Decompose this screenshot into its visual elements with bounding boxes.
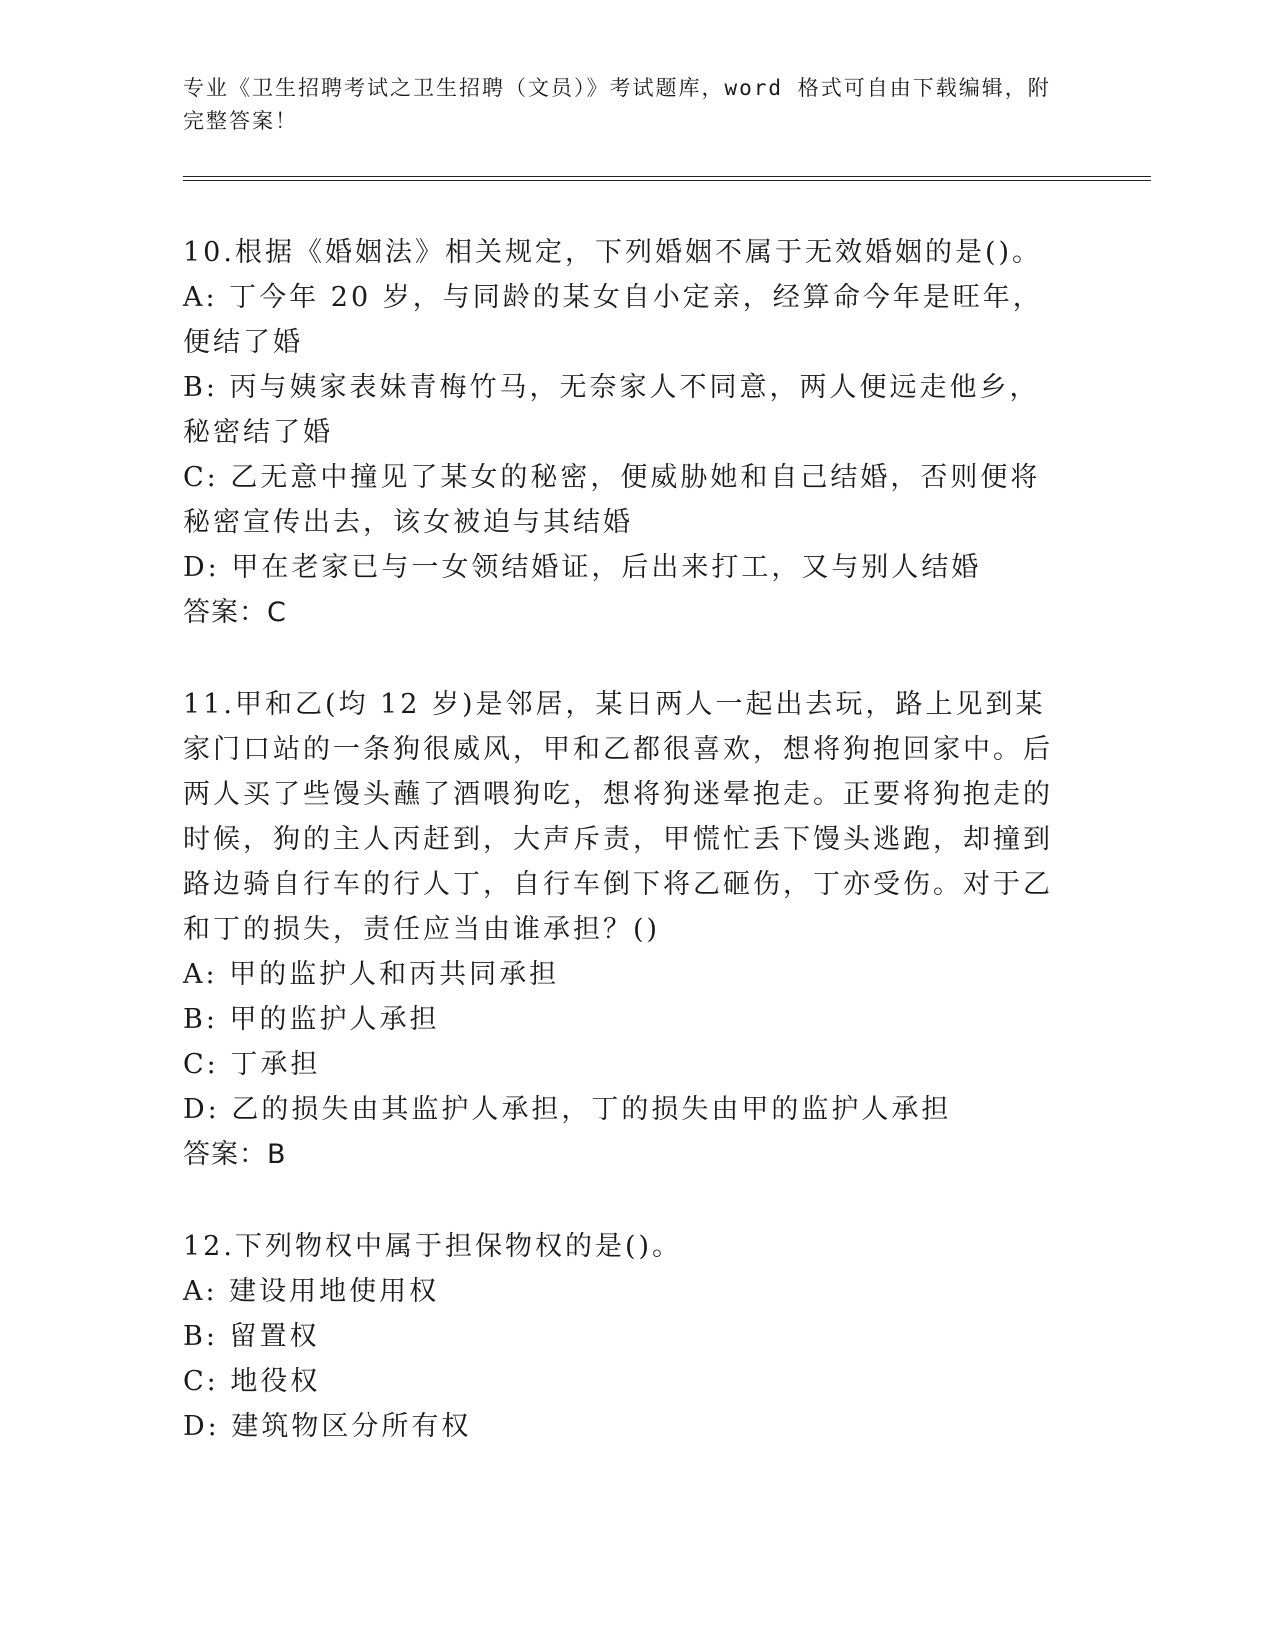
option-d: D: 乙的损失由其监护人承担，丁的损失由甲的监护人承担 <box>183 1094 952 1125</box>
answer-line: 答案：C <box>183 597 287 628</box>
option-d: D: 甲在老家已与一女领结婚证，后出来打工，又与别人结婚 <box>183 552 982 583</box>
question-list <box>183 230 1063 1495</box>
question-stem: 10.根据《婚姻法》相关规定，下列婚姻不属于无效婚姻的是()。 <box>183 237 1043 268</box>
option-a: A: 建设用地使用权 <box>183 1276 440 1307</box>
question-10 <box>183 230 1063 636</box>
option-c: C: 丁承担 <box>183 1049 321 1080</box>
header-divider <box>183 176 1151 181</box>
question-12 <box>183 1224 1063 1449</box>
option-c: C: 地役权 <box>183 1366 321 1397</box>
option-b: B: 丙与姨家表妹青梅竹马，无奈家人不同意，两人便远走他乡，秘密结了婚 <box>183 372 1040 448</box>
option-c: C: 乙无意中撞见了某女的秘密，便威胁她和自己结婚，否则便将秘密宣传出去，该女被迫与其结婚 <box>183 462 1041 538</box>
document-header: 专业《卫生招聘考试之卫生招聘（文员）》考试题库，word 格式可自由下载编辑，附完整答案！ <box>183 76 1051 133</box>
option-b: B: 留置权 <box>183 1321 320 1352</box>
option-a: A: 丁今年 20 岁，与同龄的某女自小定亲，经算命今年是旺年，便结了婚 <box>183 282 1043 358</box>
question-11 <box>183 682 1063 1178</box>
option-a: A: 甲的监护人和丙共同承担 <box>183 959 560 990</box>
question-stem: 11.甲和乙(均 12 岁)是邻居，某日两人一起出去玩，路上见到某家门口站的一条狗很威风，甲和乙都很喜欢，想将狗抱回家中。后两人买了些馒头蘸了酒喂狗吃，想将狗迷晕抱走。正要将狗抱走的时候，狗的主人丙赶到，大声斥责，甲慌忙丢下馒头逃跑，却撞到路边骑自行车的行人丁，自行车倒下将乙砸伤，丁亦受伤。对于乙和丁的损失，责任应当由谁承担？() <box>183 689 1053 945</box>
option-b: B: 甲的监护人承担 <box>183 1004 440 1035</box>
answer-line: 答案：B <box>183 1139 287 1170</box>
question-stem: 12.下列物权中属于担保物权的是()。 <box>183 1231 683 1262</box>
option-d: D: 建筑物区分所有权 <box>183 1411 472 1442</box>
